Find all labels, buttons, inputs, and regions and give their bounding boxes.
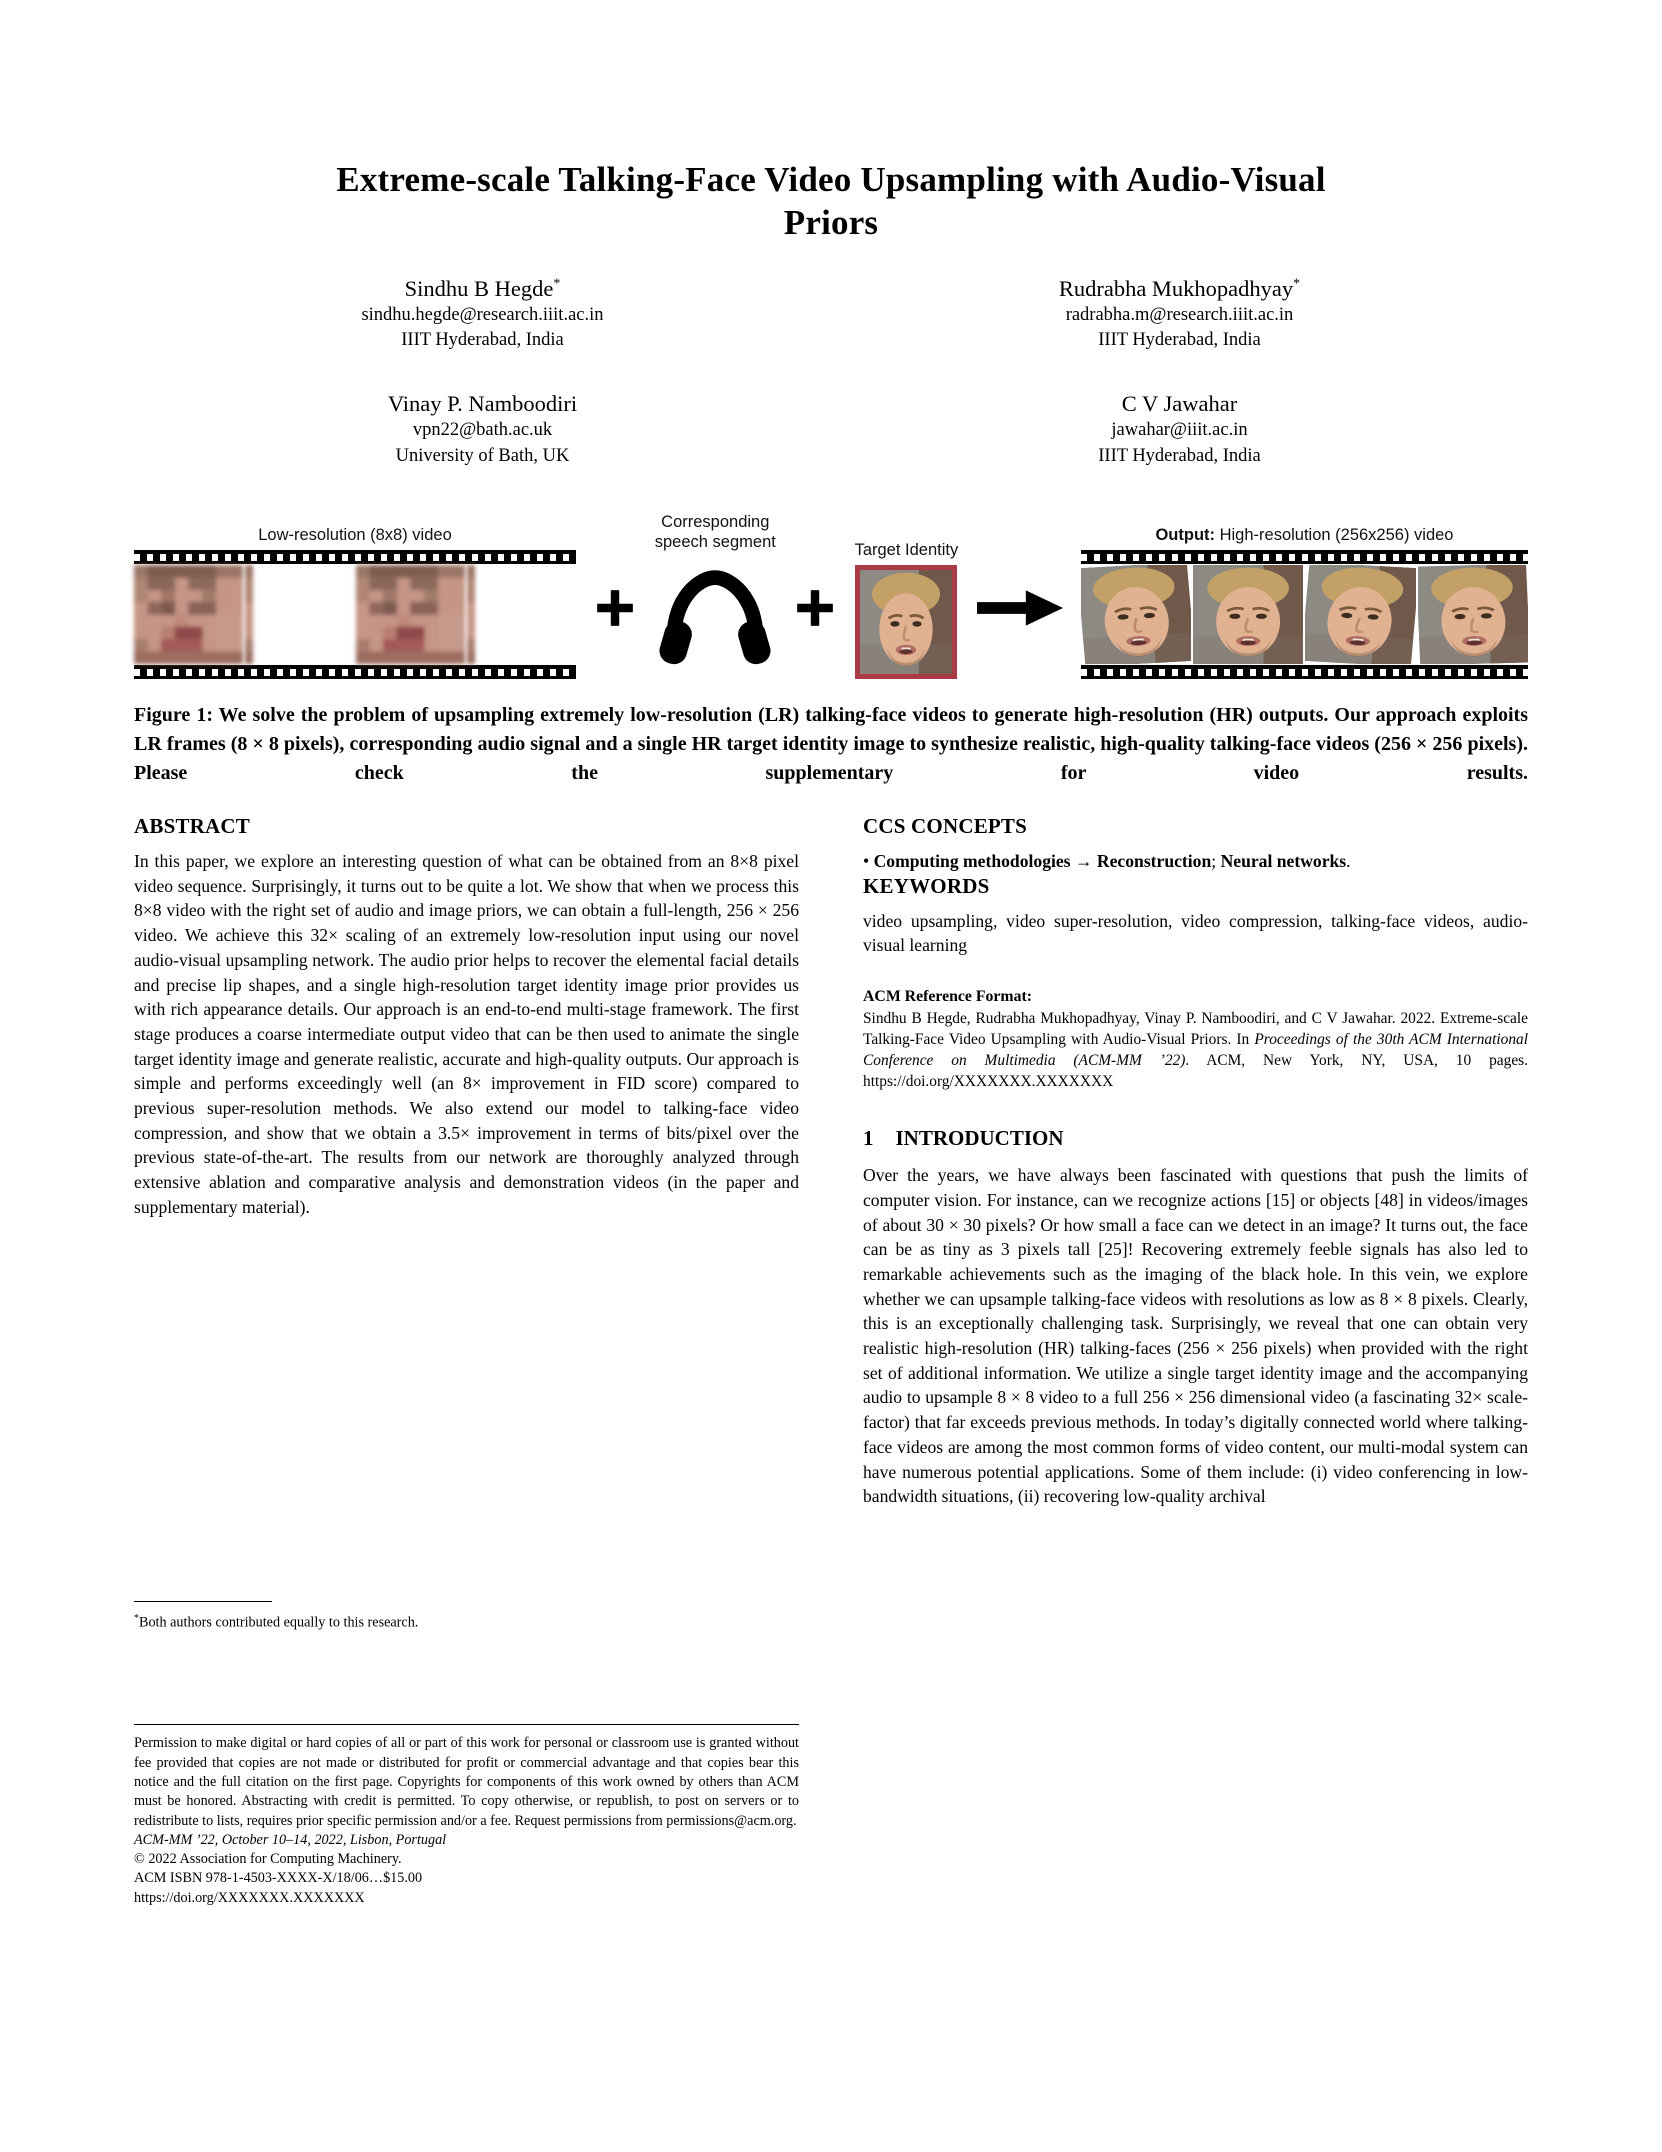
author-2-name: Rudrabha Mukhopadhyay [1058, 275, 1294, 301]
author-4 [831, 390, 1528, 469]
lr-frame-image [467, 565, 576, 664]
footnote-rule [134, 1601, 272, 1602]
lr-video-column [134, 526, 576, 679]
author-2-affiliation: IIIT Hyderabad, India [1098, 330, 1261, 351]
film-sprocket-bottom [1081, 665, 1528, 679]
author-3-email[interactable]: vpn22@bath.ac.uk [412, 420, 553, 441]
film-sprocket-bottom [134, 665, 576, 679]
author-1-affiliation: IIIT Hyderabad, India [401, 330, 564, 351]
film-sprocket-top [1081, 550, 1528, 564]
isbn-line: ACM ISBN 978-1-4503-XXXX-X/18/06…$15.00 [134, 1870, 423, 1887]
author-3-name: Vinay P. Namboodiri [387, 390, 578, 416]
target-identity-label: Target Identity [854, 540, 959, 559]
plus-icon [594, 587, 636, 629]
hr-frame-image [1418, 565, 1528, 664]
hr-frame-image [1305, 565, 1415, 664]
plus-icon [794, 587, 836, 629]
introduction-text: Over the years, we have always been fascinated with questions that push the limits of computer vision. For instance, can we recognize actions [15] or objects [48] in videos/images of about 30 × 30 pixels? Or how small a face can we detect in an image? It turns out, the face can be as tiny as 3 pixels tall [25]! Recovering extremely feeble signals has also led to remarkable achievements such as the imaging of the black hole. In this vein, we explore whether we can upsample talking-face videos with resolutions as low as 8 × 8 pixels. Clearly, this is an exceptionally challenging task. Surprisingly, we reveal that one can obtain very realistic high-resolution (HR) talking-faces (256 × 256 pixels) when provided with the right set of additional information. We utilize a single target identity image and the accompanying audio to upsample 8 × 8 video to a full 256 × 256 dimensional video (a fascinating 32× scale-factor) that far exceeds previous methods. In today’s digitally connected world where talking-face videos are among the most common forms of video content, our multi-modal system can have numerous potential applications. Some of them include: (i) video conferencing in low-bandwidth situations, (ii) recovering low-quality archival [863, 1165, 1528, 1507]
doi-link[interactable]: https://doi.org/XXXXXXX.XXXXXXX [134, 1889, 365, 1906]
footnote-block [134, 1601, 799, 1908]
author-4-name: C V Jawahar [1121, 390, 1238, 416]
acm-reference-text: Sindhu B Hegde, Rudrabha Mukhopadhyay, Vinay P. Namboodiri, and C V Jawahar. 2022. Extreme-scale Talking-Face Video Upsampling with Audio-Visual Priors. In Proceedings of the 30th ACM International Conference on Multimedia (ACM-MM ’22). ACM, New York, NY, USA, 10 pages. https://doi.org/XXXXXXX.XXXXXXX [863, 1010, 1528, 1091]
hr-frame-image [1081, 565, 1191, 664]
lr-frame-image [134, 565, 243, 664]
ccs-concepts-text: • Computing methodologies → Reconstruction; Neural networks. [863, 851, 1351, 872]
copyright-notice: © 2022 Association for Computing Machinery. [134, 1851, 402, 1868]
author-4-affiliation: IIIT Hyderabad, India [1098, 445, 1261, 466]
author-block [134, 275, 1528, 469]
page-title [134, 158, 1528, 245]
lr-frame-image [245, 565, 354, 664]
hr-filmstrip-image [1081, 550, 1528, 679]
copyright-rule [134, 1724, 799, 1725]
author-1 [134, 275, 831, 354]
ccs-section [863, 814, 1528, 874]
title-line-1: Extreme-scale Talking-Face Video Upsampling with Audio-Visual [336, 160, 1326, 199]
target-identity-image [855, 565, 957, 679]
output-video-column [1081, 526, 1528, 679]
body-columns [134, 814, 1528, 1908]
lr-frame-image [356, 565, 465, 664]
lr-filmstrip-image [134, 550, 576, 679]
left-column [134, 814, 799, 1908]
author-2 [831, 275, 1528, 354]
author-4-email[interactable]: jawahar@iiit.ac.in [1111, 420, 1248, 441]
author-1-name: Sindhu B Hegde [404, 275, 554, 301]
abstract-heading: ABSTRACT [134, 814, 250, 839]
conference-line: ACM-MM ’22, October 10–14, 2022, Lisbon, Portugal [134, 1831, 447, 1848]
author-3-affiliation: University of Bath, UK [395, 445, 570, 466]
film-sprocket-top [134, 550, 576, 564]
arrow-right-icon [977, 587, 1063, 629]
keywords-heading: KEYWORDS [863, 873, 990, 898]
speech-segment-label: Corresponding speech segment [654, 513, 776, 551]
keywords-section [863, 874, 1528, 958]
acm-reference-heading: ACM Reference Format: [863, 988, 1032, 1006]
lr-video-label: Low-resolution (8x8) video [258, 525, 452, 544]
author-2-mark: * [1293, 276, 1301, 292]
equal-contribution-footnote: *Both authors contributed equally to this research. [134, 1612, 419, 1631]
permission-text: Permission to make digital or hard copies of all or part of this work for personal or classroom use is granted without fee provided that copies are not made or distributed for profit or commercial advantage and that copies bear this notice and the full citation on the first page. Copyrights for components of this work owned by others than ACM must be honored. Abstracting with credit is permitted. To copy otherwise, or republish, to post on servers or to redistribute to lists, requires prior specific permission and/or a fee. Request permissions from permissions@acm.org. [134, 1735, 799, 1829]
target-identity-column [855, 541, 959, 679]
author-1-email[interactable]: sindhu.hegde@research.iiit.ac.in [361, 304, 604, 325]
author-1-mark: * [553, 276, 561, 292]
introduction-section [863, 1126, 1528, 1509]
figure-1-caption: Figure 1: We solve the problem of upsampling extremely low-resolution (LR) talking-face videos to generate high-resolution (HR) outputs. Our approach exploits LR frames (8 × 8 pixels), corresponding audio signal and a single HR target identity image to synthesize realistic, high-quality talking-face videos (256 × 256 pixels). Please check the supplementary for video results. [134, 704, 1528, 785]
target-face-image [860, 570, 952, 674]
abstract-section [134, 814, 799, 1220]
title-line-2: Priors [783, 203, 879, 243]
keywords-text: video upsampling, video super-resolution, video compression, talking-face videos, audio-visual learning [863, 910, 1528, 956]
speech-column [655, 513, 776, 679]
abstract-text: In this paper, we explore an interesting question of what can be obtained from an 8×8 pixel video sequence. Surprisingly, it turns out to be quite a lot. We show that when we process this 8×8 video with the right set of audio and image priors, we can obtain a full-length, 256 × 256 video. We achieve this 32× scaling of an extremely low-resolution input using our novel audio-visual upsampling network. The audio prior helps to recover the elemental facial details and precise lip shapes, and a single high-resolution target identity image prior provides us with rich appearance details. Our approach is an end-to-end multi-stage framework. The first stage produces a coarse intermediate output video that can be then used to animate the single target identity image and generate realistic, accurate and high-quality outputs. Our approach is simple and performs exceedingly well (an 8× improvement in FID score) compared to previous super-resolution methods. We also extend our model to talking-face video compression, and show that we obtain a 3.5× improvement in terms of bits/pixel over the previous state-of-the-art. The results from our network are thoroughly analyzed through extensive ablation and comparative analysis and demonstration videos (in the paper and supplementary material). [134, 851, 799, 1217]
ccs-heading: CCS CONCEPTS [863, 814, 1028, 839]
headphones-icon [656, 563, 774, 673]
introduction-heading: 1 INTRODUCTION [863, 1126, 1064, 1151]
acm-reference-section [863, 988, 1528, 1092]
right-column [863, 814, 1528, 1908]
hr-frame-image [1193, 565, 1303, 664]
author-2-email[interactable]: radrabha.m@research.iiit.ac.in [1065, 304, 1294, 325]
figure-1 [134, 513, 1528, 788]
author-3 [134, 390, 831, 469]
figure-1-graphic [134, 513, 1528, 679]
output-video-label: Output: High-resolution (256x256) video [1155, 525, 1454, 544]
